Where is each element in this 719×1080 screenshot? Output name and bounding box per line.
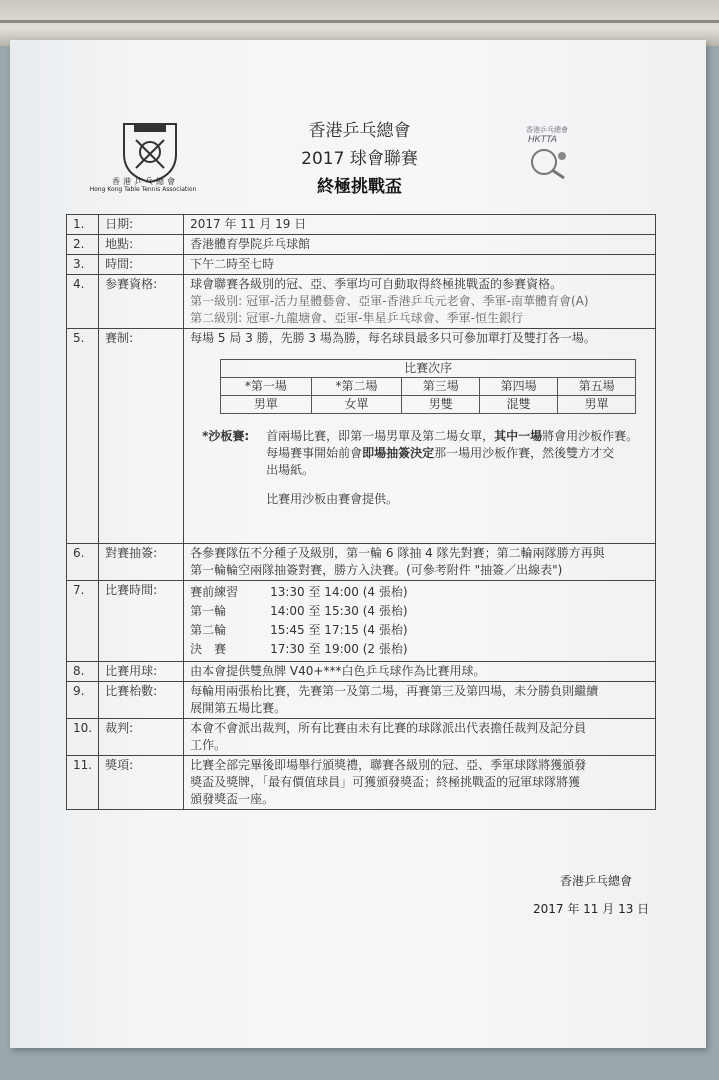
row-value — [184, 275, 656, 329]
row-value — [184, 329, 656, 544]
row-label: 比賽用球: — [99, 662, 184, 682]
note-text: 那一場用沙板作賽，然後雙方才交 — [434, 446, 615, 460]
schedule-stage: 決 賽 — [190, 642, 227, 656]
note-emphasis: 即場抽簽決定 — [362, 446, 435, 460]
row-label: 裁判: — [99, 719, 184, 756]
draw-line: 第一輪輪空兩隊抽簽對賽，勝方入決賽。(可參考附件 "抽簽／出線表") — [190, 563, 563, 577]
schedule-time: 14:00 至 15:30 (4 張枱) — [270, 604, 408, 618]
row-label: 獎項: — [99, 756, 184, 810]
table-row — [67, 682, 656, 719]
schedule-time: 13:30 至 14:00 (4 張枱) — [270, 585, 408, 599]
row-label: 日期: — [99, 215, 184, 235]
table-row — [67, 275, 656, 329]
row-label: 参賽資格: — [99, 275, 184, 329]
tables-line: 每輪用兩張枱比賽，先賽第一及第二場，再賽第三及第四場，未分勝負則繼續 — [190, 684, 599, 698]
match-order-title: 比賽次序 — [221, 360, 636, 378]
row-number: 9. — [67, 682, 99, 719]
umpire-line: 本會不會派出裁判，所有比賽由未有比賽的球隊派出代表擔任裁判及記分員 — [190, 721, 587, 735]
right-logo-text: HKTTA — [528, 134, 557, 144]
match-cell: *第一場 — [221, 378, 312, 396]
table-row — [67, 756, 656, 810]
row-value: 由本會提供雙魚牌 V40+***白色乒乓球作為比賽用球。 — [184, 662, 656, 682]
table-row — [67, 662, 656, 682]
row-number: 4. — [67, 275, 99, 329]
match-type-cell: 女單 — [311, 396, 402, 414]
row-value: 2017 年 11 月 19 日 — [184, 215, 656, 235]
row-number: 3. — [67, 255, 99, 275]
note-text: 每場賽事開始前會 — [266, 446, 363, 460]
awards-line: 獎盃及獎牌，「最有價值球員」可獲頒發獎盃；終極挑戰盃的冠軍球隊將獲 — [190, 775, 581, 789]
eligibility-division-1: 第一級別: 冠軍-活力星體藝會、亞軍-香港乒乓元老會、季軍-南華體育會(A) — [190, 294, 589, 308]
row-label: 賽制: — [99, 329, 184, 544]
match-type-cell: 混雙 — [480, 396, 558, 414]
row-value: 下午二時至七時 — [184, 255, 656, 275]
signature-org: 香港乒乓總會 — [560, 874, 633, 888]
schedule-time: 15:45 至 17:15 (4 張枱) — [270, 623, 408, 637]
row-number: 5. — [67, 329, 99, 544]
note-text: 將會用沙板作賽。 — [542, 429, 639, 443]
row-value — [184, 719, 656, 756]
table-row — [67, 581, 656, 662]
row-label: 時間: — [99, 255, 184, 275]
row-value — [184, 544, 656, 581]
row-label: 比賽枱數: — [99, 682, 184, 719]
umpire-line: 工作。 — [190, 738, 227, 752]
row-value — [184, 756, 656, 810]
match-cell: 第四場 — [480, 378, 558, 396]
row-label: 對賽抽簽: — [99, 544, 184, 581]
org-title: 香港乒乓總會 — [308, 121, 411, 141]
table-row — [67, 544, 656, 581]
row-number: 6. — [67, 544, 99, 581]
left-logo-english: Hong Kong Table Tennis Association — [89, 186, 197, 193]
eligibility-text: 球會聯賽各級別的冠、亞、季軍均可自動取得終極挑戰盃的参賽資格。 — [190, 277, 563, 291]
schedule-stage: 賽前練習 — [190, 585, 239, 599]
table-row — [67, 215, 656, 235]
match-cell: *第二場 — [311, 378, 402, 396]
draw-line: 各參賽隊伍不分種子及級別，第一輪 6 隊抽 4 隊先對賽；第二輪兩隊勝方再與 — [190, 546, 605, 560]
row-number: 1. — [67, 215, 99, 235]
wall-rail — [0, 20, 719, 23]
league-title: 2017 球會聯賽 — [301, 149, 418, 169]
schedule-stage: 第一輪 — [190, 604, 227, 618]
note-text: 首兩場比賽，即第一場男單及第二場女單， — [266, 429, 495, 443]
format-intro: 每場 5 局 3 勝，先勝 3 場為勝，每名球員最多只可參加單打及雙打各一場。 — [190, 331, 596, 345]
match-type-cell: 男單 — [558, 396, 636, 414]
match-cell: 第五場 — [558, 378, 636, 396]
svg-text:香港乒乓總會: 香港乒乓總會 — [526, 127, 568, 134]
schedule — [184, 581, 656, 662]
table-row — [67, 255, 656, 275]
row-value: 香港體育學院乒乓球館 — [184, 235, 656, 255]
note-emphasis: 其中一場 — [494, 429, 543, 443]
match-type-cell: 男雙 — [402, 396, 480, 414]
eligibility-division-2: 第二級別: 冠軍-九龍塘會、亞軍-隼星乒乓球會、季軍-恒生銀行 — [190, 311, 523, 325]
row-number: 11. — [67, 756, 99, 810]
schedule-time: 17:30 至 19:00 (2 張枱) — [270, 642, 408, 656]
match-type-cell: 男單 — [221, 396, 312, 414]
row-number: 10. — [67, 719, 99, 756]
match-order-table — [220, 359, 636, 414]
note-text: 比賽用沙板由賽會提供。 — [266, 492, 399, 506]
tables-line: 展開第五場比賽。 — [190, 701, 287, 715]
table-row — [67, 235, 656, 255]
row-label: 地點: — [99, 235, 184, 255]
table-row — [67, 329, 656, 544]
row-label: 比賽時間: — [99, 581, 184, 662]
awards-line: 比賽全部完畢後即場舉行頒獎禮，聯賽各級別的冠、亞、季軍球隊將獲頒發 — [190, 758, 587, 772]
row-number: 2. — [67, 235, 99, 255]
note-text: 出場紙。 — [266, 463, 315, 477]
cup-title: 終極挑戰盃 — [317, 177, 402, 197]
row-value — [184, 682, 656, 719]
sandpaper-note — [202, 428, 649, 508]
match-cell: 第三場 — [402, 378, 480, 396]
row-number: 8. — [67, 662, 99, 682]
signature-date: 2017 年 11 月 13 日 — [533, 902, 650, 916]
row-number: 7. — [67, 581, 99, 662]
schedule-stage: 第二輪 — [190, 623, 227, 637]
table-row — [67, 719, 656, 756]
left-logo-chinese: 香港乒乓總會 — [112, 177, 178, 186]
sandpaper-note-label: *沙板賽: — [202, 429, 250, 443]
awards-line: 頒發獎盃一座。 — [190, 792, 275, 806]
info-table — [66, 214, 656, 810]
